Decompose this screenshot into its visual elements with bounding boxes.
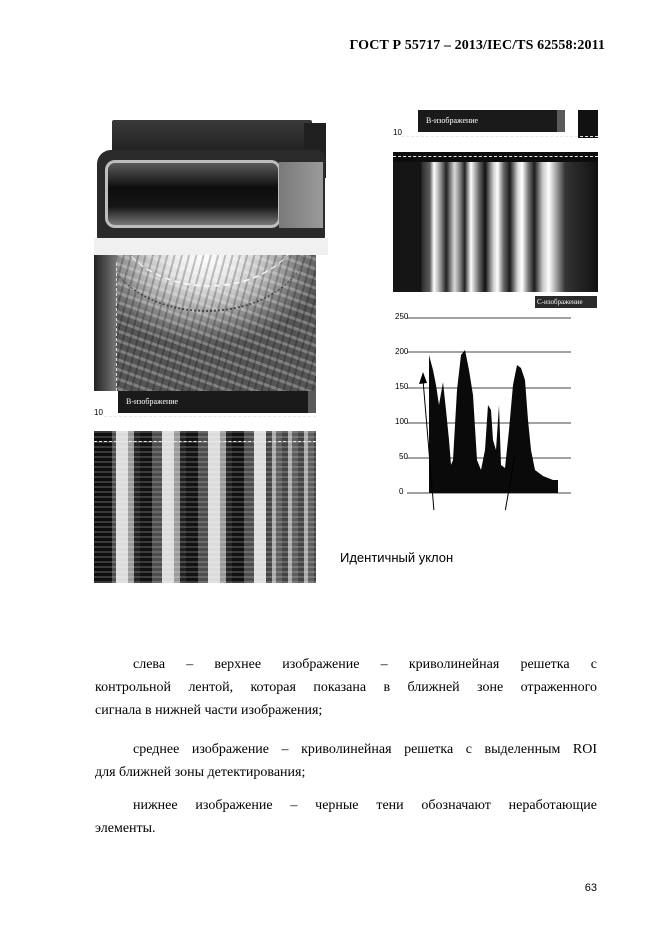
paragraph-1-line-3: сигнала в нижней части изображения;	[95, 703, 323, 718]
y-tick-250: 250	[395, 312, 409, 321]
b-mode-label-left: B-изображение	[126, 397, 179, 406]
identical-slope-caption: Идентичный уклон	[340, 550, 454, 565]
paragraph-2	[95, 738, 597, 784]
right-corner-block	[578, 110, 598, 138]
page-number: 63	[584, 882, 597, 894]
y-tick-150: 150	[395, 382, 409, 391]
c-mode-label-bar	[535, 296, 597, 308]
dashed-guide-right	[401, 136, 598, 137]
stripe-image-left	[94, 431, 316, 583]
b-mode-label-right: B-изображение	[426, 116, 479, 125]
y-tick-100: 100	[395, 417, 409, 426]
ultrasound-probe-photo	[94, 120, 328, 255]
paragraph-3-line-1: нижнее изображение – черные тени обозначают неработающие	[133, 798, 597, 813]
tick-label-right: 10	[393, 128, 402, 137]
dashed-guide-left	[104, 416, 316, 417]
paragraph-1-line-2: контрольной лентой, которая показана в ближней зоне отраженного	[95, 680, 597, 695]
dashed-guide-left-2	[94, 441, 316, 442]
paragraph-3-line-2: элементы.	[95, 821, 156, 836]
b-mode-image	[94, 255, 316, 391]
paragraph-1-line-1: слева – верхнее изображение – криволинейная решетка с	[133, 657, 597, 672]
y-tick-0: 0	[399, 487, 404, 496]
paragraph-3	[95, 794, 597, 840]
paragraph-2-line-1: среднее изображение – криволинейная решетка с выделенным ROI	[133, 742, 597, 757]
paragraph-2-line-2: для ближней зоны детектирования;	[95, 765, 306, 780]
y-tick-200: 200	[395, 347, 409, 356]
dashed-guide-right-2	[393, 156, 598, 157]
b-mode-label-bar-left	[118, 391, 316, 413]
y-tick-50: 50	[399, 452, 408, 461]
document-header: ГОСТ Р 55717 – 2013/IEC/TS 62558:2011	[349, 38, 605, 53]
paragraph-1	[95, 653, 597, 722]
stripe-image-right	[393, 152, 598, 292]
intensity-profile-graph	[393, 310, 603, 510]
b-mode-label-bar-right	[418, 110, 565, 132]
c-mode-label: C-изображение	[537, 298, 583, 306]
tick-label-left: 10	[94, 408, 103, 417]
